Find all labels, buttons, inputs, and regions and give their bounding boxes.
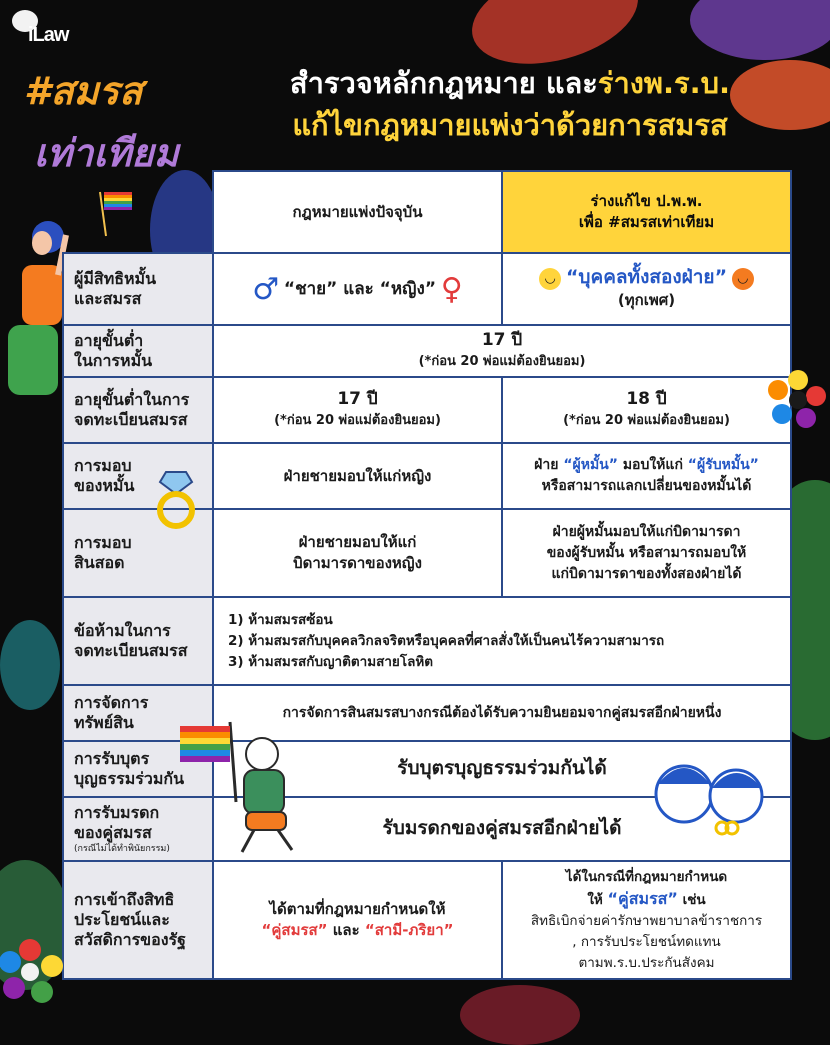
female-symbol-icon: ♀ <box>440 271 463 307</box>
hashtag-line-2: เท่าเทียม <box>34 131 179 175</box>
table-header-row <box>63 171 791 253</box>
row-label-line: ในการหมั้น <box>74 351 153 370</box>
row-label-line: ของคู่สมรส <box>74 823 152 842</box>
deco-blob-teal <box>0 620 60 710</box>
row-label-line: บุญธรรมร่วมกัน <box>74 769 185 788</box>
cell-current <box>213 509 502 597</box>
cell-text: รับบุตรบุญธรรมร่วมกันได้ <box>397 757 607 779</box>
title-line-1-part-1: สำรวจหลักกฎหมาย และ <box>289 66 598 100</box>
row-label-line: การมอบ <box>74 456 132 475</box>
smiley-yellow-icon: ◡ <box>539 268 561 290</box>
couple-faces-illustration <box>644 748 774 838</box>
ring-icon <box>152 468 200 532</box>
cell-text: “บุคคลทั้งสองฝ่าย” <box>565 266 728 289</box>
cell-text: 18 ปี <box>626 389 667 409</box>
header-new-line-2: เพื่อ #สมรสเท่าเทียม <box>578 213 715 231</box>
cell-new <box>502 253 791 325</box>
comparison-table <box>62 170 792 980</box>
cell-text: ของผู้รับหมั้น หรือสามารถมอบให้ <box>546 544 747 561</box>
row-label-line: สินสอด <box>74 553 125 572</box>
cell-text: ได้ในกรณีที่กฎหมายกำหนด <box>565 868 728 885</box>
cell-text: ฝ่ายชายมอบให้แก่ <box>298 533 417 551</box>
list-item: 3) ห้ามสมรสกับญาติตามสายโลหิต <box>228 653 434 670</box>
row-label-line: ข้อห้ามในการ <box>74 621 171 640</box>
row-label <box>63 597 213 685</box>
cell-text: ให้ <box>587 891 608 908</box>
row-label <box>63 325 213 377</box>
row-label-line: ผู้มีสิทธิหมั้น <box>74 269 157 288</box>
cell-new <box>502 509 791 597</box>
cell-text: ฝ่ายผู้หมั้นมอบให้แก่บิดามารดา <box>552 523 741 540</box>
cell-text: เช่น <box>677 891 706 908</box>
row-label-line: จดทะเบียนสมรส <box>74 641 188 660</box>
row-label-line: การมอบ <box>74 533 132 552</box>
cell-current <box>213 443 502 509</box>
row-label <box>63 377 213 443</box>
person-illustration-left <box>0 215 70 405</box>
title-line-2: แก้ไขกฎหมายแพ่งว่าด้วยการสมรส <box>292 108 728 142</box>
cell-text: การจัดการสินสมรสบางกรณีต้องได้รับความยินยอมจากคู่สมรสอีกฝ่ายหนึ่ง <box>282 704 722 721</box>
header-current-law: กฎหมายแพ่งปัจจุบัน <box>213 171 502 253</box>
male-symbol-icon: ♂ <box>252 271 280 307</box>
row-label <box>63 253 213 325</box>
cell-note: (*ก่อน 20 พ่อแม่ต้องยินยอม) <box>418 354 586 369</box>
cell-text: มอบให้แก่ <box>617 457 688 473</box>
cell-note: (*ก่อน 20 พ่อแม่ต้องยินยอม) <box>563 413 730 428</box>
row-label-line: การรับบุตร <box>74 749 150 768</box>
cell-text: 17 ปี <box>481 330 523 350</box>
cell-quote: “สามี-ภริยา” <box>364 921 454 939</box>
row-label-note: (กรณีไม่ได้ทำพินัยกรรม) <box>74 844 170 854</box>
header-new-draft <box>502 171 791 253</box>
row-label-line: สวัสดิการของรัฐ <box>74 930 186 949</box>
cell-text: “ชาย” และ “หญิง” <box>283 278 436 299</box>
row-label-line: การจัดการ <box>74 693 149 712</box>
cell-merged <box>213 325 791 377</box>
ilaw-logo <box>12 10 76 50</box>
cell-text: ได้ตามที่กฎหมายกำหนดให้ <box>269 900 446 918</box>
cell-text: และ <box>327 921 365 939</box>
cell-merged <box>213 597 791 685</box>
cell-note: (*ก่อน 20 พ่อแม่ต้องยินยอม) <box>274 413 441 428</box>
table-row <box>63 597 791 685</box>
row-label <box>63 861 213 979</box>
page-title <box>210 62 810 146</box>
cell-text: หรือสามารถแลกเปลี่ยนของหมั้นได้ <box>541 478 752 494</box>
list-item: 2) ห้ามสมรสกับบุคคลวิกลจริตหรือบุคคลที่ศาลสั่งให้เป็นคนไร้ความสามารถ <box>228 632 665 649</box>
cell-text: แก่บิดามารดาของทั้งสองฝ่ายได้ <box>551 565 742 582</box>
smiley-orange-icon: ◡ <box>732 268 754 290</box>
flower-icon <box>766 366 830 442</box>
list-item: 1) ห้ามสมรสซ้อน <box>228 611 333 628</box>
cell-quote: “ผู้หมั้น” <box>563 457 618 473</box>
cell-text: , การรับประโยชน์ทดแทน <box>572 933 721 950</box>
flower-icon <box>0 936 66 1016</box>
cell-text: ฝ่ายชายมอบให้แก่หญิง <box>283 466 432 485</box>
row-label-line: ของหมั้น <box>74 476 135 495</box>
cell-new <box>502 861 791 979</box>
table-row <box>63 253 791 325</box>
row-label-line: จดทะเบียนสมรส <box>74 410 188 429</box>
table-row <box>63 685 791 741</box>
cell-current <box>213 861 502 979</box>
deco-blob-purple <box>690 0 830 60</box>
deco-blob-darkred <box>460 985 580 1045</box>
cell-quote: “ผู้รับหมั้น” <box>687 457 759 473</box>
cell-text: ฝ่าย <box>534 457 564 473</box>
title-line-1-part-2: ร่างพ.ร.บ. <box>597 66 731 100</box>
title-line-1 <box>210 62 810 104</box>
cell-new <box>502 443 791 509</box>
row-label-line: ทรัพย์สิน <box>74 713 134 732</box>
cell-text: รับมรดกของคู่สมรสอีกฝ่ายได้ <box>382 817 622 839</box>
cell-text: 17 ปี <box>337 389 378 409</box>
cell-text: สิทธิเบิกจ่ายค่ารักษาพยาบาลข้าราชการ <box>530 912 763 929</box>
cell-subtext: (ทุกเพศ) <box>617 290 676 309</box>
table-row <box>63 325 791 377</box>
cell-text: บิดามารดาของหญิง <box>293 554 422 572</box>
row-label-line: ประโยชน์และ <box>74 910 170 929</box>
cell-current <box>213 253 502 325</box>
cell-quote: “คู่สมรส” <box>607 888 678 908</box>
logo-text: iLaw <box>28 24 69 46</box>
row-label-line: อายุขั้นต่ำ <box>74 331 144 350</box>
cell-new <box>502 377 791 443</box>
person-with-pride-flag-illustration <box>176 712 306 862</box>
row-label-line: การเข้าถึงสิทธิ <box>74 890 175 909</box>
row-label-line: และสมรส <box>74 289 142 308</box>
row-label-line: อายุขั้นต่ำในการ <box>74 390 190 409</box>
hashtag-line-1: #สมรส <box>24 69 143 113</box>
cell-quote: “คู่สมรส” <box>261 921 328 939</box>
header-empty-cell <box>63 171 213 253</box>
table-row <box>63 377 791 443</box>
header-new-line-1: ร่างแก้ไข ป.พ.พ. <box>590 192 703 210</box>
cell-current <box>213 377 502 443</box>
table-row <box>63 861 791 979</box>
cell-text: ตามพ.ร.บ.ประกันสังคม <box>578 954 715 971</box>
row-label-line: การรับมรดก <box>74 803 160 822</box>
